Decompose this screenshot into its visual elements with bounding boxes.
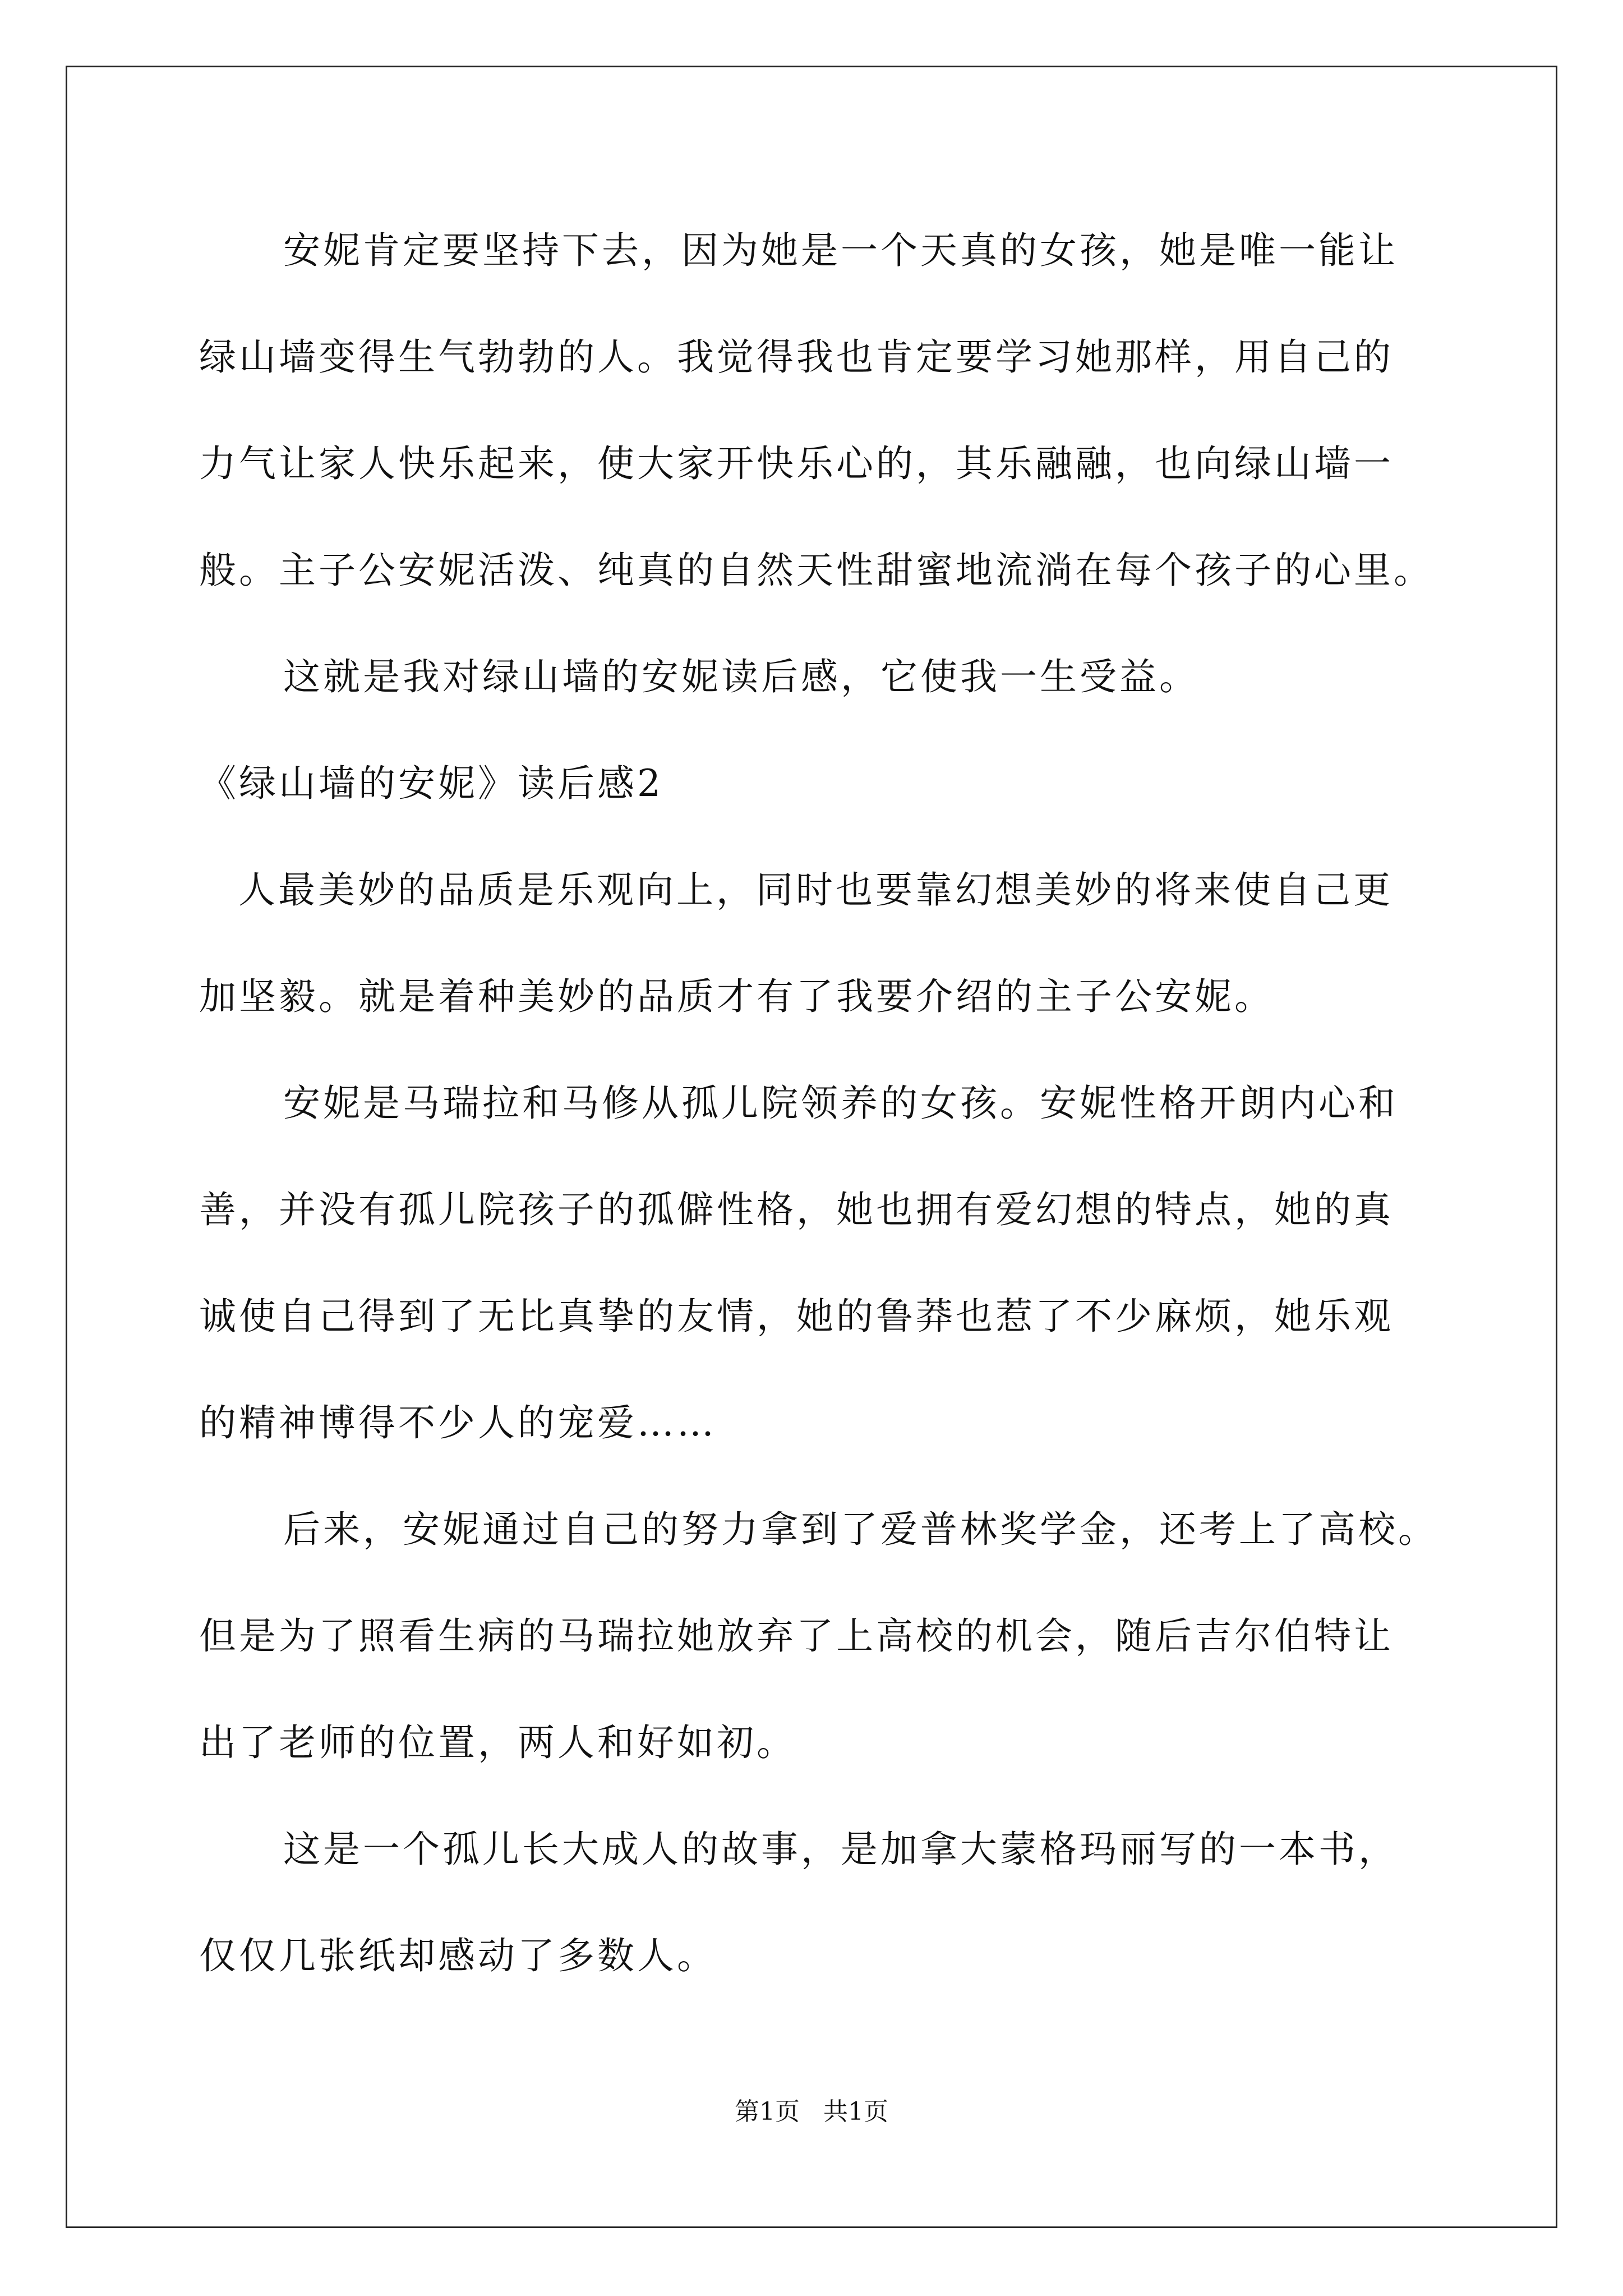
text-line-1: 安妮肯定要坚持下去，因为她是一个天真的女孩，她是唯一能让 — [283, 229, 1398, 272]
text-line-12: 的精神博得不少人的宠爱…… — [199, 1401, 717, 1444]
text-line-4: 般。主子公安妮活泼、纯真的自然天性甜蜜地流淌在每个孩子的心里。 — [199, 549, 1433, 592]
text-line-7: 人最美妙的品质是乐观向上，同时也要靠幻想美妙的将来使自己更 — [238, 868, 1393, 912]
page-footer: 第1页 共1页 — [735, 2097, 888, 2126]
text-line-17: 仅仅几张纸却感动了多数人。 — [199, 1934, 717, 1977]
section-heading: 《绿山墙的安妮》读后感2 — [199, 762, 663, 805]
text-line-10: 善，并没有孤儿院孩子的孤僻性格，她也拥有爱幻想的特点，她的真 — [199, 1188, 1394, 1231]
text-line-3: 力气让家人快乐起来，使大家开快乐心的，其乐融融，也向绿山墙一 — [199, 442, 1394, 485]
text-line-15: 出了老师的位置，两人和好如初。 — [199, 1721, 796, 1764]
text-line-13: 后来，安妮通过自己的努力拿到了爱普林奖学金，还考上了高校。 — [283, 1508, 1438, 1551]
text-line-16: 这是一个孤儿长大成人的故事，是加拿大蒙格玛丽写的一本书， — [283, 1828, 1398, 1871]
page-border — [66, 66, 1557, 2228]
text-line-5: 这就是我对绿山墙的安妮读后感，它使我一生受益。 — [283, 655, 1199, 698]
text-line-2: 绿山墙变得生气勃勃的人。我觉得我也肯定要学习她那样，用自己的 — [199, 335, 1394, 379]
text-line-9: 安妮是马瑞拉和马修从孤儿院领养的女孩。安妮性格开朗内心和 — [283, 1082, 1398, 1125]
text-line-11: 诚使自己得到了无比真挚的友情，她的鲁莽也惹了不少麻烦，她乐观 — [199, 1295, 1394, 1338]
text-line-8: 加坚毅。就是着种美妙的品质才有了我要介绍的主子公安妮。 — [199, 975, 1274, 1018]
text-line-14: 但是为了照看生病的马瑞拉她放弃了上高校的机会，随后吉尔伯特让 — [199, 1614, 1394, 1658]
